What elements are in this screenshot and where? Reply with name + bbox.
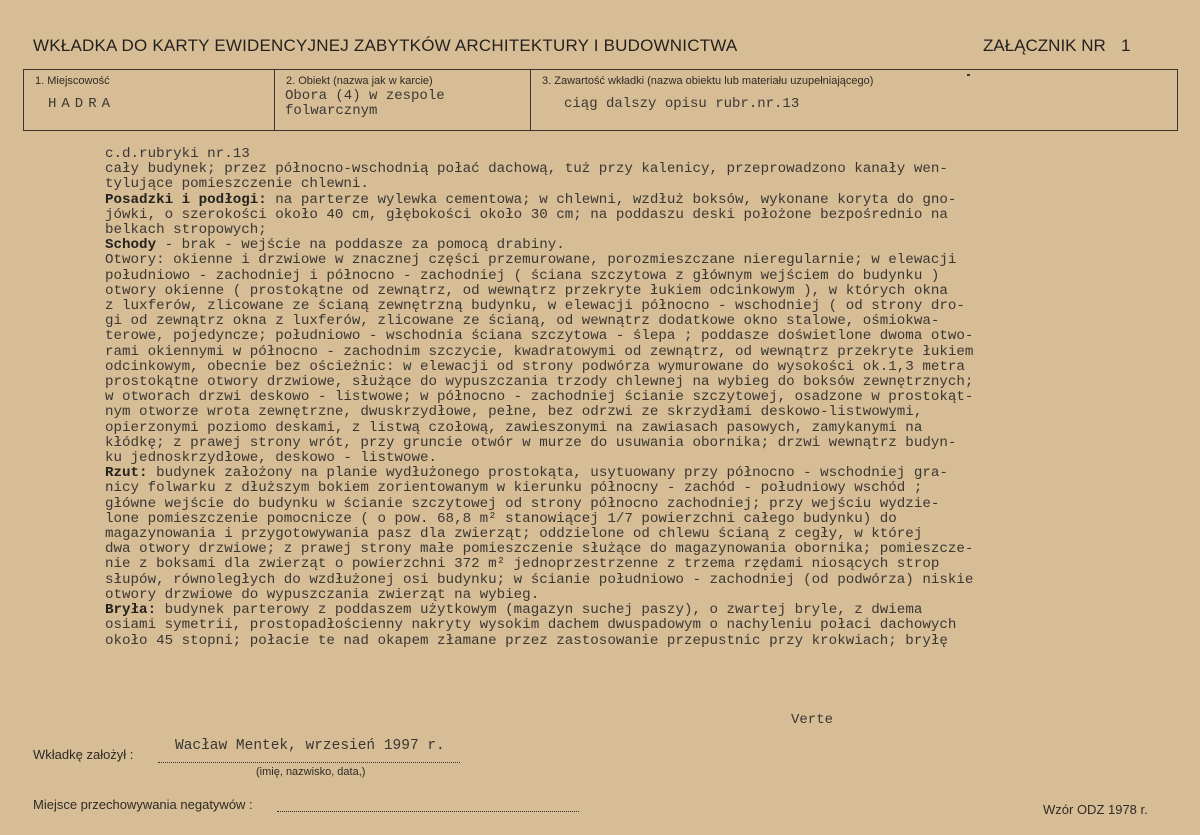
body-line: dwa otwory drzwiowe; z prawej strony małe pomieszczenie służące do magazynowania obornika; pomieszcze-	[105, 541, 974, 558]
founder-label: Wkładkę założył :	[33, 747, 134, 762]
body-line: osiami symetrii, prostopadłościenny nakryty wysokim dachem dwuspadowym o nachyleniu połaci dachowych	[105, 617, 957, 634]
body-line: opierzonymi poziomo deskami, z listwą czołową, zawieszonymi na zawiasach pasowych, zamykanymi na	[105, 419, 923, 436]
body-line: tylujące pomieszczenie chlewni.	[105, 176, 369, 193]
body-line: około 45 stopni; połacie te nad okapem złamane przez zastosowanie przepustnic przy krokwiach; bryłę	[105, 632, 948, 649]
body-line: nym otworze wrota zewnętrzne, dwuskrzydłowe, pełne, bez odrzwi ze skrzydłami deskowo-listwowymi,	[105, 404, 923, 421]
attachment-number: 1	[1121, 36, 1131, 55]
section-heading-plan: Rzut:	[105, 465, 148, 482]
body-line: z luxferów, zlicowane ze ścianą zewnętrzną budynku, w elewacji północno - wschodniej ( od strony dro-	[105, 298, 965, 315]
negatives-dotted-line	[277, 811, 579, 812]
body-line: magazynowania i przygotowywania pasz dla zwierząt; oddzielone od chlewu ścianą z cegły, w której	[105, 526, 923, 543]
body-line: gi od zewnątrz okna z luxferów, zlicowane ze ścianą, od wewnątrz dodatkowe okno stalowe, ośmiokwa-	[105, 313, 940, 330]
body-line: otwory okienne ( prostokątne od zewnątrz, od wewnątrz przekryte łukiem odcinkowym ), w których okna	[105, 282, 948, 299]
body-line: główne wejście do budynku w ścianie szczytowej od strony północno zachodniej; przy wejściu wydzie-	[105, 495, 940, 512]
section-heading-massing: Bryła:	[105, 602, 157, 619]
body-line: nie z boksami dla zwierząt o powierzchni 372 m² jednoprzestrzenne z trzema rzędami niosących strop	[105, 556, 940, 573]
object-label: 2. Obiekt (nazwa jak w karcie)	[286, 75, 433, 87]
body-line: lone pomieszczenie pomocnicze ( o pow. 68,8 m² stanowiącej 1/7 powierzchni całego budynku) do	[105, 510, 897, 527]
content-label: 3. Zawartość wkładki (nazwa obiektu lub materiału uzupełniającego)	[542, 75, 874, 87]
body-line: nicy folwarku z dłuższym bokiem zorientowanym w kierunku północny - zachód - południowy wschód ;	[105, 480, 923, 497]
negatives-label: Miejsce przechowywania negatywów :	[33, 797, 253, 812]
body-line: - brak - wejście na poddasze za pomocą drabiny.	[156, 237, 565, 254]
body-line: kłódkę; z prawej strony wrót, przy gruncie otwór w murze do usuwania obornika; drzwi wewnątrz budyn-	[105, 434, 957, 451]
body-line: budynek parterowy z poddaszem użytkowym (magazyn suchej paszy), o zwartej bryle, z dwiema	[156, 602, 923, 619]
locality-field	[23, 69, 275, 131]
body-line: słupów, równoległych do wzdłużonej osi budynku; w ścianie południowo - zachodniej (od podwórza) niskie	[105, 571, 974, 588]
body-line: południowo - zachodniej i północno - zachodniej ( ściana szczytowa z głównym wejściem do budynku )	[105, 267, 940, 284]
section-heading-stairs: Schody	[105, 237, 157, 254]
body-line: odcinkowym, obecnie bez ościeżnic: w elewacji od strony podwórza wymurowane do wysokości ok.1,3 metra	[105, 358, 965, 375]
body-line: ku jednoskrzydłowe, deskowo - listwowe.	[105, 450, 438, 467]
typed-description	[105, 147, 1165, 649]
body-line: Otwory: okienne i drzwiowe w znacznej części przemurowane, porozmieszczane nieregularnie; w elewacji	[105, 252, 957, 269]
body-line: c.d.rubryki nr.13	[105, 146, 250, 162]
verte-note: Verte	[791, 712, 834, 728]
form-title: WKŁADKA DO KARTY EWIDENCYJNEJ ZABYTKÓW ARCHITEKTURY I BUDOWNICTWA	[33, 36, 738, 55]
locality-value: HADRA	[48, 96, 116, 112]
body-line: otwory drzwiowe do wypuszczania zwierząt na wybieg.	[105, 586, 540, 603]
body-line: belkach stropowych;	[105, 222, 267, 239]
body-line: jówki, o szerokości około 40 cm, głębokości około 30 cm; na poddaszu deski położone bezpośrednio na	[105, 206, 948, 223]
founder-value: Wacław Mentek, wrzesień 1997 r.	[175, 738, 445, 754]
attachment-label: ZAŁĄCZNIK NR	[983, 36, 1106, 55]
body-line: rami okiennymi w północno - zachodnim szczycie, kwadratowymi od zewnątrz, od wewnątrz przekryte łukiem	[105, 343, 974, 360]
body-line: budynek założony na planie wydłużonego prostokąta, usytuowany przy północno - wschodniej gra-	[147, 465, 948, 482]
body-line: cały budynek; przez północno-wschodnią połać dachową, tuż przy kalenicy, przeprowadzono kanały wen-	[105, 161, 948, 178]
founder-dotted-line	[158, 762, 460, 763]
body-line: na parterze wylewka cementowa; w chlewni, wzdłuż boksów, wykonane koryta do gno-	[266, 191, 957, 208]
founder-hint: (imię, nazwisko, data,)	[256, 766, 366, 778]
section-heading-floors: Posadzki i podłogi:	[105, 191, 267, 208]
body-line: prostokątne otwory drzwiowe, służące do wypuszczania trzody chlewnej na wybieg do boksów zewnętrznych;	[105, 374, 974, 391]
content-value: ciąg dalszy opisu rubr.nr.13	[564, 96, 800, 112]
locality-label: 1. Miejscowość	[35, 75, 110, 87]
content-field	[530, 69, 1178, 131]
body-line: terowe, pojedyncze; południowo - wschodnia ściana szczytowa - ślepa ; poddasze doświetlone dwoma otwo-	[105, 328, 974, 345]
object-value: Obora (4) w zespole folwarcznym	[285, 88, 445, 119]
body-line: w otworach drzwi deskowo - listwowe; w północno - zachodniej ścianie szczytowej, osadzone w prostokąt-	[105, 389, 974, 406]
object-field	[274, 69, 531, 131]
form-version: Wzór ODZ 1978 r.	[1043, 802, 1148, 817]
